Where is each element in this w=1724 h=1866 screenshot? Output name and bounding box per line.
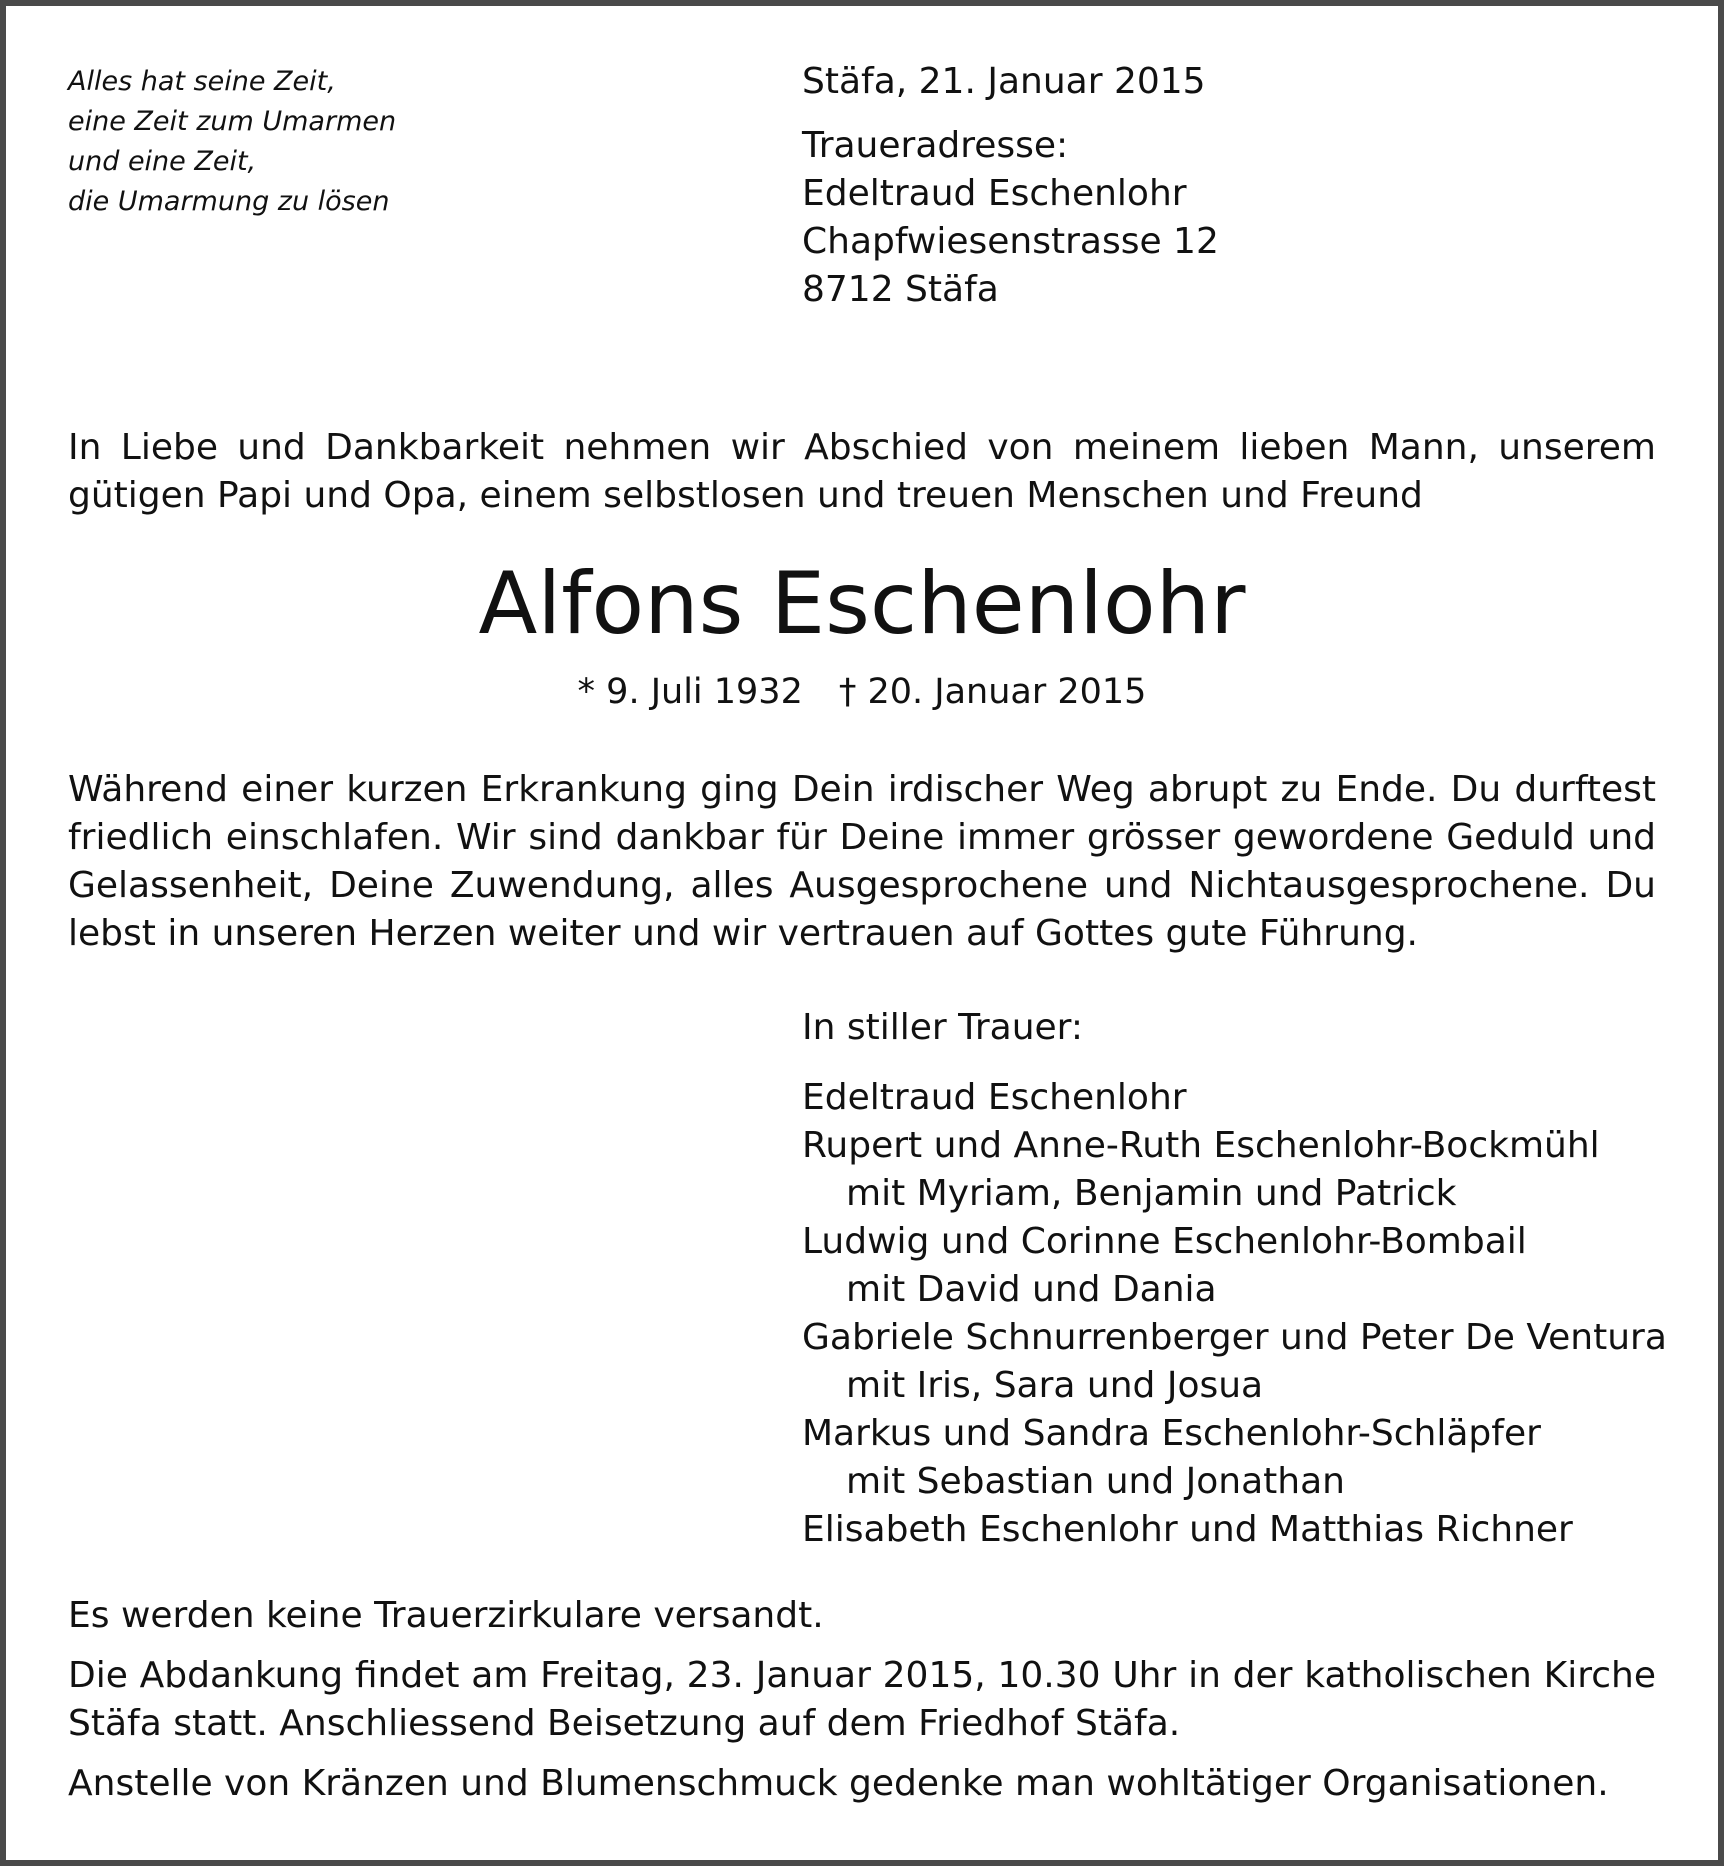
mourner-subline: mit Sebastian und Jonathan <box>846 1461 1345 1502</box>
header-block <box>802 58 1219 314</box>
intro-paragraph: In Liebe und Dankbarkeit nehmen wir Abschied von meinem lieben Mann, unserem gütigen Papi und Opa, einem selbstlosen und treuen Menschen und Freund <box>68 427 1656 516</box>
address-line: Edeltraud Eschenlohr <box>802 173 1187 214</box>
motto-line: Alles hat seine Zeit, <box>68 66 336 97</box>
mourner-line: Gabriele Schnurrenberger und Peter De Ventura <box>802 1317 1667 1358</box>
mourners-list <box>802 1004 1667 1554</box>
address-line: Traueradresse: <box>802 125 1069 166</box>
notices-block <box>68 1592 1656 1820</box>
body-paragraph: Während einer kurzen Erkrankung ging Dein irdischer Weg abrupt zu Ende. Du durftest friedlich einschlafen. Wir sind dankbar für Deine immer grösser gewordene Geduld und Gelassenheit, Deine Zuwendung, alles Ausgesprochene und Nichtausgesprochene. Du lebst in unseren Herzen weiter und wir vertrauen auf Gottes gute Führung. <box>68 769 1656 954</box>
notice-circulars: Es werden keine Trauerzirkulare versandt. <box>68 1595 824 1636</box>
notice-donations: Anstelle von Kränzen und Blumenschmuck gedenke man wohltätiger Organisationen. <box>68 1763 1609 1804</box>
motto-quote <box>68 62 396 222</box>
birth-date: * 9. Juli 1932 <box>577 672 803 712</box>
mourner-subline: mit Iris, Sara und Josua <box>846 1365 1264 1406</box>
notice-funeral-service: Die Abdankung findet am Freitag, 23. Januar 2015, 10.30 Uhr in der katholischen Kirche Stäfa statt. Anschliessend Beisetzung auf dem Friedhof Stäfa. <box>68 1655 1656 1744</box>
mourner-line: Ludwig und Corinne Eschenlohr-Bombail <box>802 1221 1527 1262</box>
mourner-line: Elisabeth Eschenlohr und Matthias Richner <box>802 1509 1573 1550</box>
notice-date: Stäfa, 21. Januar 2015 <box>802 61 1206 102</box>
life-dates <box>0 668 1724 716</box>
death-date: † 20. Januar 2015 <box>838 672 1147 712</box>
motto-line: und eine Zeit, <box>68 146 257 177</box>
deceased-name: Alfons Eschenlohr <box>478 554 1246 654</box>
mourner-line: Markus und Sandra Eschenlohr-Schläpfer <box>802 1413 1541 1454</box>
mourner-subline: mit Myriam, Benjamin und Patrick <box>846 1173 1457 1214</box>
address-line: Chapfwiesenstrasse 12 <box>802 221 1219 262</box>
mourners-heading: In stiller Trauer: <box>802 1007 1083 1048</box>
mourner-line: Rupert und Anne-Ruth Eschenlohr-Bockmühl <box>802 1125 1600 1166</box>
mourner-subline: mit David und Dania <box>846 1269 1217 1310</box>
address-line: 8712 Stäfa <box>802 269 999 310</box>
motto-line: die Umarmung zu lösen <box>68 186 390 217</box>
mourner-line: Edeltraud Eschenlohr <box>802 1077 1187 1118</box>
motto-line: eine Zeit zum Umarmen <box>68 106 397 137</box>
mourning-address <box>802 122 1219 314</box>
